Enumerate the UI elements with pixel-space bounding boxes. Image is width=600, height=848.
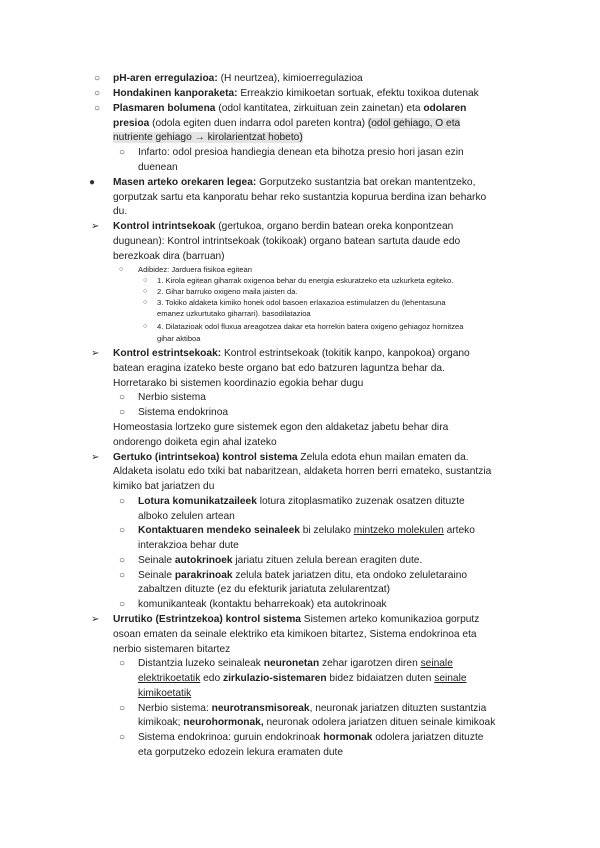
text-run: (H neurtzea), kimioerregulazioa: [217, 73, 363, 84]
text-line: [157, 309, 311, 319]
bold-term: neurotransmisoreak: [211, 703, 310, 714]
text-run: 2. Gihar barruko oxigeno maila jaisten da.: [157, 287, 298, 296]
text-line: [113, 362, 445, 375]
text-run: batean eragina izateko beste organo bat edo batzuren laguntza behar da.: [113, 363, 445, 374]
bullet-marker: ○: [119, 147, 126, 158]
text-line: [138, 495, 465, 508]
text-line: [113, 235, 460, 248]
text-run: zehar igarotzen diren: [319, 658, 421, 669]
underlined-text: elektrikoetatik: [138, 673, 201, 684]
bullet-marker: ○: [143, 288, 148, 295]
text-run: nerbio sistemaren bitartez: [113, 644, 231, 655]
text-line: [113, 176, 475, 189]
text-line: [138, 583, 390, 596]
bullet-marker: ○: [119, 703, 126, 714]
bullet-marker: ○: [119, 732, 126, 743]
text-run: Zelula edota ehun mailan ematen da.: [297, 452, 469, 463]
text-run: interakzioa behar dute: [138, 540, 239, 551]
text-line: [113, 205, 127, 218]
bullet-marker: ➢: [91, 452, 100, 463]
text-run: duenean: [138, 162, 178, 173]
text-line: [113, 87, 479, 100]
text-run: lotura zitoplasmatiko zuzenak osatzen dituzte: [256, 496, 465, 507]
text-run: odolera jariatzen dituzte: [372, 732, 484, 743]
text-line: [138, 687, 191, 700]
bullet-marker: ○: [119, 599, 126, 610]
bold-term: Kontrol estrintsekoak:: [113, 348, 222, 359]
text-run: (odol kantitatea, zirkuituan zein zainetan) eta: [215, 103, 424, 114]
text-run: emanez uzkurtutako giharrari). basodilatazioa: [157, 309, 311, 318]
text-run: bidez bidaiatzen duten: [326, 673, 435, 684]
bold-term: zirkulazio-sistemaren: [222, 673, 327, 684]
bold-term: presioa: [113, 118, 150, 129]
text-run: kimikoak;: [138, 717, 184, 728]
text-run: berezkoak dira (barruan): [113, 251, 225, 262]
text-line: [157, 322, 463, 332]
text-line: [113, 465, 491, 478]
text-line: [113, 117, 460, 130]
text-line: [138, 146, 464, 159]
text-run: 4. Dilatazioak odol fluxua areagotzea dakar eta horrekin batera oxigeno gehiagoz hornitzea: [157, 322, 464, 331]
bullet-marker: ○: [119, 407, 126, 418]
text-line: [138, 716, 495, 729]
underlined-text: mintzeko molekulen: [353, 525, 444, 536]
text-run: (gertukoa, organo berdin batean oreka konpontzean: [215, 221, 454, 232]
text-line: [138, 731, 483, 744]
text-run: jariatu zituen zelula berean eragiten dute.: [232, 555, 423, 566]
text-line: [113, 191, 486, 204]
text-run: gihar aktiboa: [157, 334, 201, 343]
bold-term: parakrinoak: [174, 570, 233, 581]
text-line: [138, 598, 387, 611]
underlined-text: seinale: [420, 658, 453, 669]
underlined-text: seinale: [434, 673, 467, 684]
text-run: zelula batek jariatzen ditu, eta ondoko zeluletaraino: [232, 570, 468, 581]
text-line: [138, 524, 475, 537]
text-run: Nerbio sistema:: [138, 703, 212, 714]
bullet-marker: ➢: [91, 348, 100, 359]
highlighted-text: nutriente gehiago → kirolarientzat hobeto): [113, 132, 303, 143]
text-line: [113, 480, 214, 493]
text-run: Homeostasia lortzeko gure sistemek egon den aldaketaz jabetu behar dira: [113, 422, 449, 433]
bullet-marker: ○: [119, 570, 126, 581]
bold-term: neuronetan: [263, 658, 320, 669]
text-run: 3. Tokiko aldaketa kimiko honek odol basoen erlaxazioa estimulatzen du (lehentasuna: [157, 298, 446, 307]
text-line: [138, 161, 178, 174]
text-line: [157, 287, 298, 297]
text-line: [113, 250, 225, 263]
text-run: eta gorputzeko edozein lekura eramaten dute: [138, 747, 344, 758]
text-line: [157, 334, 200, 344]
text-run: 1. Kirola egitean giharrak oxigenoa behar du energia eskuratzeko eta uzkurketa egiteko.: [157, 276, 454, 285]
text-run: dugunean): Kontrol intrintsekoak (tokikoak) organo batean sartuta daude edo: [113, 236, 461, 247]
text-line: [138, 569, 467, 582]
text-run: edo: [200, 673, 223, 684]
bold-term: Gertuko (intrintsekoa) kontrol sistema: [113, 452, 298, 463]
text-line: [113, 220, 453, 233]
text-run: gorputzak sartu eta kanporatu behar reko sustantzia kopurua berdina izan beharko: [113, 192, 487, 203]
text-line: [157, 276, 453, 286]
bullet-marker: ○: [119, 525, 126, 536]
bullet-marker: ○: [119, 555, 126, 566]
bullet-marker: ●: [89, 177, 96, 188]
bold-term: Urrutiko (Estrintzekoa) kontrol sistema: [113, 614, 301, 625]
text-line: [113, 377, 363, 390]
text-run: Sistemen arteko komunikazioa gorputz: [300, 614, 480, 625]
text-line: [138, 265, 252, 275]
text-line: [113, 102, 466, 115]
text-line: [157, 298, 446, 308]
bullet-marker: ○: [143, 323, 148, 330]
bold-term: pH-aren erregulazioa:: [113, 73, 218, 84]
text-run: , neuronak jariatzen dituzten sustantzia: [309, 703, 487, 714]
text-line: [113, 421, 448, 434]
text-run: Aldaketa isolatu edo txiki bat nabaritzean, aldaketa horren berri emateko, sustantzia: [113, 466, 492, 477]
text-run: bi zelulako: [299, 525, 354, 536]
bold-term: autokrinoek: [174, 555, 233, 566]
bullet-marker: ○: [119, 496, 126, 507]
text-line: [113, 131, 303, 144]
bold-term: Hondakinen kanporaketa:: [113, 88, 238, 99]
text-run: Kontrol estrintsekoak (tokitik kanpo, kanpokoa) organo: [221, 348, 470, 359]
text-line: [138, 391, 206, 404]
text-run: ondorengo doiketa egin ahal izateko: [113, 437, 277, 448]
text-run: arteko: [443, 525, 475, 536]
text-line: [138, 539, 239, 552]
bullet-marker: ○: [119, 392, 126, 403]
bold-term: neurohormonak,: [183, 717, 264, 728]
text-run: Seinale: [138, 555, 175, 566]
text-run: Nerbio sistema: [138, 392, 206, 403]
text-line: [113, 72, 363, 85]
text-run: (odola egiten duen indarra odol pareten kontra): [149, 118, 368, 129]
bullet-marker: ○: [119, 266, 124, 273]
text-line: [138, 406, 228, 419]
text-run: Adibidez: Jarduera fisikoa egitean: [138, 265, 252, 274]
bold-term: hormonak: [323, 732, 373, 743]
bullet-marker: ○: [94, 73, 101, 84]
text-line: [113, 436, 277, 449]
text-run: Gorputzeko sustantzia bat orekan mantentzeko,: [256, 177, 476, 188]
bold-term: Masen arteko orekaren legea:: [113, 177, 257, 188]
bullet-marker: ➢: [91, 221, 100, 232]
bullet-marker: ○: [94, 88, 101, 99]
text-line: [113, 451, 469, 464]
text-run: Sistema endokrinoa: guruin endokrinoak: [138, 732, 324, 743]
text-run: osoan ematen da seinale elektriko eta kimikoen bitartez, Sistema endokrinoa eta: [113, 629, 477, 640]
bullet-marker: ○: [143, 299, 148, 306]
bold-term: odolaren: [423, 103, 467, 114]
text-run: alboko zelulen artean: [138, 511, 235, 522]
text-run: neuronak odolera jariatzen dituen seinale kimikoak: [263, 717, 496, 728]
bullet-marker: ○: [143, 277, 148, 284]
text-line: [113, 347, 470, 360]
bullet-marker: ➢: [91, 614, 100, 625]
bold-term: Plasmaren bolumena: [113, 103, 216, 114]
text-run: Infarto: odol presioa handiegia denean eta bihotza presio hori jasan ezin: [138, 147, 464, 158]
text-line: [138, 510, 235, 523]
text-line: [113, 628, 477, 641]
bullet-marker: ○: [94, 103, 101, 114]
text-run: Horretarako bi sistemen koordinazio egokia behar dugu: [113, 378, 364, 389]
text-line: [113, 643, 230, 656]
text-run: du.: [113, 206, 128, 217]
text-line: [138, 554, 422, 567]
bold-term: Kontaktuaren mendeko seinaleek: [138, 525, 300, 536]
text-line: [138, 672, 467, 685]
text-run: Sistema endokrinoa: [138, 407, 229, 418]
text-run: kimiko bat jariatzen du: [113, 481, 215, 492]
text-line: [138, 702, 486, 715]
text-run: Distantzia luzeko seinaleak: [138, 658, 264, 669]
text-run: komunikanteak (kontaktu beharrekoak) eta autokrinoak: [138, 599, 387, 610]
bold-term: Lotura komunikatzaileek: [138, 496, 257, 507]
text-line: [113, 613, 479, 626]
text-run: Seinale: [138, 570, 175, 581]
text-line: [138, 746, 343, 759]
text-run: zabaltzen dituzte (ez du efekturik jariatuta zelularentzat): [138, 584, 390, 595]
bold-term: Kontrol intrintsekoak: [113, 221, 216, 232]
highlighted-text: (odol gehiago, O eta: [367, 118, 461, 129]
bullet-marker: ○: [119, 658, 126, 669]
text-run: Erreakzio kimikoetan sortuak, efektu toxikoa dutenak: [237, 88, 479, 99]
text-line: [138, 657, 453, 670]
underlined-text: kimikoetatik: [138, 688, 192, 699]
